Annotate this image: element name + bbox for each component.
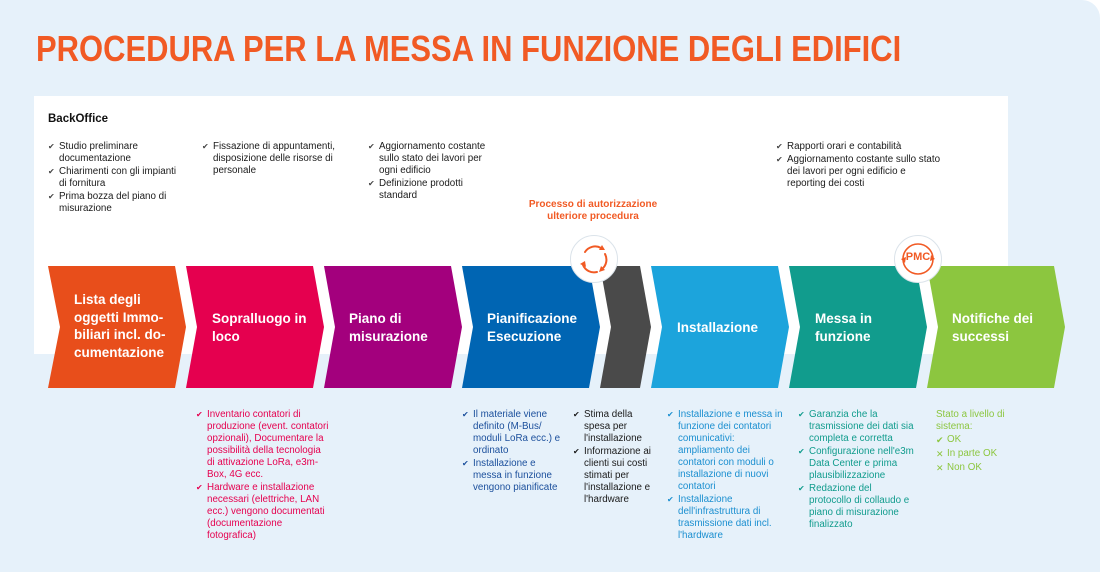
step-label-piano: Piano di misurazione xyxy=(349,311,428,344)
step-label-pianificazione: Pianificazione Esecuzione xyxy=(487,311,578,344)
status-ok: ✔ OK xyxy=(936,434,962,445)
step-arrow-autorizzazione xyxy=(600,266,651,388)
backoffice-label: BackOffice xyxy=(48,113,109,125)
details-messa xyxy=(798,409,914,532)
status-not-ok: ✕ Non OK xyxy=(936,462,982,473)
list-item: ✔ Informazione ai clienti sui costi stimati per l'installazione e l'hardware xyxy=(573,446,659,506)
list-item: ✔ Chiarimenti con gli impianti di fornitura xyxy=(48,166,178,190)
details-pianificazione xyxy=(462,409,564,495)
list-item: ✔ Installazione dell'infrastruttura di trasmissione dati incl. l'hardware xyxy=(667,494,789,542)
list-item: ✔ Stima della spesa per l'installazione xyxy=(573,409,659,445)
step-label-sopralluogo: Sopralluogo in loco xyxy=(212,311,307,344)
list-item: ✔ Hardware e installazione necessari (elettriche, LAN ecc.) vengono documentati (documentazione fotografica) xyxy=(196,482,331,542)
step-label-notifiche: Notifiche dei successi xyxy=(952,311,1034,344)
page-title: PROCEDURA PER LA MESSA IN FUNZIONE DEGLI EDIFICI xyxy=(36,28,902,69)
list-item: ✔ Rapporti orari e contabilità xyxy=(776,141,946,153)
list-item: ✔ Redazione del protocollo di collaudo e piano di misurazione finalizzato xyxy=(798,483,914,531)
list-item: ✔ Garanzia che la trasmissione dei dati sia completa e corretta xyxy=(798,409,914,445)
list-item: ✔ Inventario contatori di produzione (event. contatori opzionali), Documentare la possibilità della tecnologia di attivazione LoRa, e3m-Box, 4G ecc. xyxy=(196,409,331,481)
cycle-icon xyxy=(570,235,618,283)
list-item: ✔ Prima bozza del piano di misurazione xyxy=(48,191,178,215)
details-installazione xyxy=(667,409,789,543)
list-item: ✔ Studio preliminare documentazione xyxy=(48,141,178,165)
status-heading: Stato a livello di sistema: xyxy=(936,409,1005,432)
pmc-badge xyxy=(894,235,942,283)
system-status-legend xyxy=(936,409,1026,475)
list-item: ✔ Definizione prodotti standard xyxy=(368,178,498,202)
check-icon: ✔ xyxy=(936,435,944,445)
list-item: ✔ Installazione e messa in funzione dei contatori comunicativi: ampliamento dei contatori con moduli o installazione di nuovi contatori xyxy=(667,409,789,493)
details-sopralluogo xyxy=(196,409,331,543)
step-label-messa: Messa in funzione xyxy=(815,311,873,344)
list-item: ✔ Aggiornamento costante sullo stato dei lavori per ogni edificio xyxy=(368,141,498,177)
list-item: ✔ Aggiornamento costante sullo stato dei lavori per ogni edificio e reporting dei costi xyxy=(776,154,946,190)
list-item: ✔ Installazione e messa in funzione vengono pianificate xyxy=(462,458,564,494)
cross-icon: ✕ xyxy=(936,449,944,459)
details-autorizzazione xyxy=(573,409,659,507)
cross-icon: ✕ xyxy=(936,463,944,473)
pmc-label: PMC xyxy=(905,251,931,263)
authorization-process-note: Processo di autorizzazione ulteriore procedura xyxy=(528,199,658,222)
step-label-installazione: Installazione xyxy=(677,320,759,335)
list-item: ✔ Il materiale viene definito (M-Bus/ moduli LoRa ecc.) e ordinato xyxy=(462,409,564,457)
list-item: ✔ Configurazione nell'e3m Data Center e prima plausibilizzazione xyxy=(798,446,914,482)
status-partial: ✕ In parte OK xyxy=(936,448,998,459)
list-item: ✔ Fissazione di appuntamenti, disposizione delle risorse di personale xyxy=(202,141,350,177)
step-label-lista: Lista degli oggetti Immo-biliari incl. do-cumentazione xyxy=(74,292,166,360)
